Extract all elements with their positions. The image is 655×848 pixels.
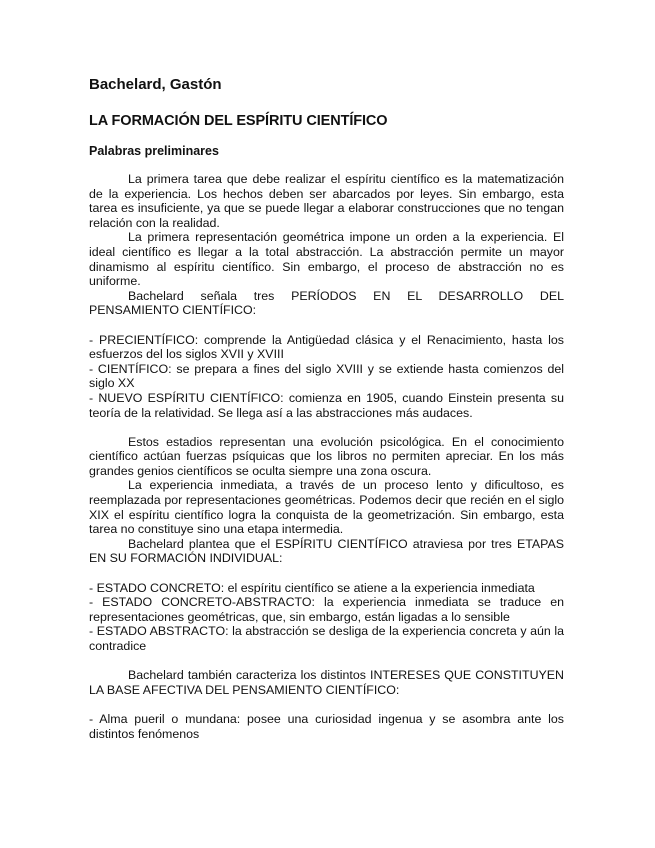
- list-item: - ESTADO ABSTRACTO: la abstracción se desliga de la experiencia concreta y aún la contradice: [89, 624, 564, 653]
- section-heading: Palabras preliminares: [89, 144, 219, 158]
- paragraph: Estos estadios representan una evolución psicológica. En el conocimiento científico actúan fuerzas psíquicas que los libros no permiten apreciar. En los más grandes genios científicos se oculta siempre una zona oscura.: [89, 434, 564, 478]
- paragraph: La primera tarea que debe realizar el espíritu científico es la matematización de la experiencia. Los hechos deben ser abarcados por leyes. Sin embargo, esta tarea es insuficiente, ya que se puede llegar a elaborar construcciones que no tengan relación con la realidad.: [89, 172, 564, 230]
- author-heading: Bachelard, Gastón: [89, 76, 222, 93]
- list-item: - ESTADO CONCRETO: el espíritu científico se atiene a la experiencia inmediata: [89, 580, 535, 595]
- paragraph: Bachelard señala tres PERÍODOS EN EL DESARROLLO DEL PENSAMIENTO CIENTÍFICO:: [89, 288, 564, 318]
- list-item: - NUEVO ESPÍRITU CIENTÍFICO: comienza en 1905, cuando Einstein presenta su teoría de la relatividad. Se llega así a las abstracciones más audaces.: [89, 390, 564, 420]
- list-item: - PRECIENTÍFICO: comprende la Antigüedad clásica y el Renacimiento, hasta los esfuerzos del los siglos XVII y XVIII: [89, 332, 564, 362]
- list-item: - ESTADO CONCRETO-ABSTRACTO: la experiencia inmediata se traduce en representaciones geométricas, que, sin embargo, están ligadas a lo sensible: [89, 595, 564, 624]
- paragraph: La experiencia inmediata, a través de un proceso lento y dificultoso, es reemplazada por representaciones geométricas. Podemos decir que recién en el siglo XIX el espíritu científico logra la conquista de la geometrización. Sin embargo, esta tarea no constituye sino una etapa intermedia.: [89, 478, 564, 537]
- paragraph: Bachelard plantea que el ESPÍRITU CIENTÍFICO atraviesa por tres ETAPAS EN SU FORMACIÓN INDIVIDUAL:: [89, 536, 564, 566]
- paragraph: La primera representación geométrica impone un orden a la experiencia. El ideal científico es llegar a la total abstracción. La abstracción permite un mayor dinamismo al espíritu científico. Sin embargo, el proceso de abstracción no es uniforme.: [89, 230, 564, 289]
- list-item: - CIENTÍFICO: se prepara a fines del siglo XVIII y se extiende hasta comienzos del siglo XX: [89, 361, 564, 391]
- paragraph: Bachelard también caracteriza los distintos INTERESES QUE CONSTITUYEN LA BASE AFECTIVA DEL PENSAMIENTO CIENTÍFICO:: [89, 668, 564, 697]
- list-item: - Alma pueril o mundana: posee una curiosidad ingenua y se asombra ante los distintos fenómenos: [89, 711, 564, 741]
- document-body: [89, 172, 564, 741]
- book-title: LA FORMACIÓN DEL ESPÍRITU CIENTÍFICO: [89, 113, 388, 129]
- document-page: [89, 76, 564, 741]
